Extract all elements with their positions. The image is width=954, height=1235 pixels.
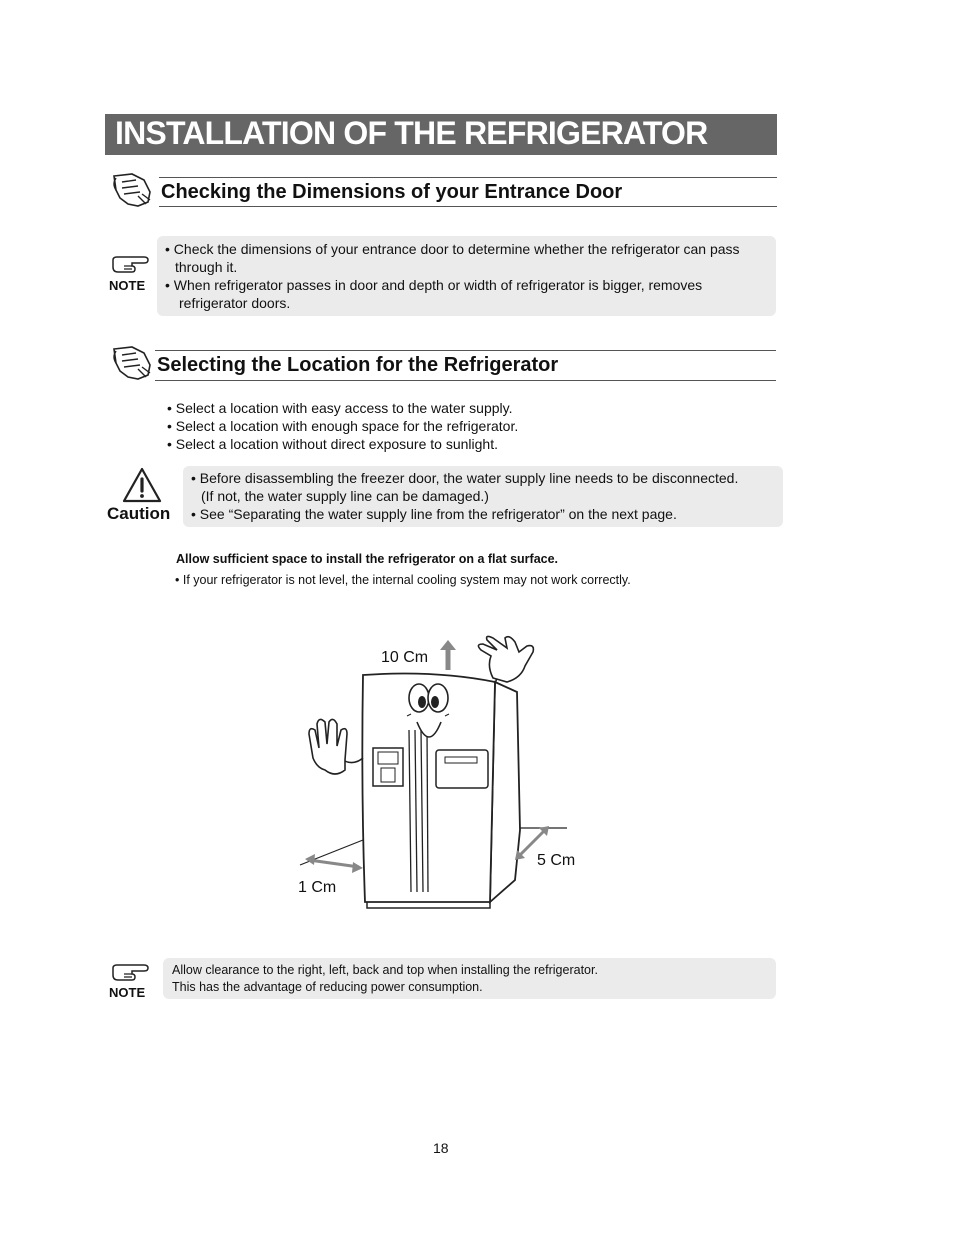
hand-checklist-icon [108,343,154,383]
list-item: • Select a location without direct exposure to sunlight. [167,436,498,452]
page-title-bar [105,114,777,155]
section-heading-entrance-door [159,177,777,207]
page-title: INSTALLATION OF THE REFRIGERATOR [115,115,708,151]
section-heading-text: Checking the Dimensions of your Entrance Door [161,181,623,203]
caution-label: Caution [107,504,171,523]
pointing-hand-icon [110,962,150,984]
flat-surface-heading: Allow sufficient space to install the refrigerator on a flat surface. [176,552,559,566]
section-heading-location [155,350,776,381]
caution-box [183,466,783,527]
caution-line: • Before disassembling the freezer door, the water supply line needs to be disconnected. [191,470,739,486]
back-clearance-label: 5 Cm [537,852,576,869]
note-label: NOTE [109,278,146,293]
location-bullet-list [167,399,767,453]
note-line: through it. [175,259,238,275]
note-line: • Check the dimensions of your entrance door to determine whether the refrigerator can pass [165,241,740,257]
note-line: Allow clearance to the right, left, back and top when installing the refrigerator. [172,963,598,977]
list-item: • Select a location with enough space for the refrigerator. [167,418,519,434]
flat-surface-note: • If your refrigerator is not level, the internal cooling system may not work correctly. [175,573,631,587]
page-number: 18 [433,1140,449,1156]
note-line: This has the advantage of reducing power consumption. [172,979,483,994]
pointing-hand-icon [110,254,150,276]
note-line: • When refrigerator passes in door and depth or width of refrigerator is bigger, removes [165,277,703,293]
note-label: NOTE [109,985,146,1000]
caution-line: • See “Separating the water supply line from the refrigerator” on the next page. [191,506,677,522]
note-line: refrigerator doors. [179,295,291,311]
caution-line: (If not, the water supply line can be damaged.) [201,488,489,504]
caution-triangle-icon [121,466,163,504]
note-box-clearance [163,958,776,999]
section-heading-text: Selecting the Location for the Refrigerator [157,354,559,376]
list-item: • Select a location with easy access to the water supply. [167,400,513,416]
side-clearance-label: 1 Cm [298,879,337,896]
hand-checklist-icon [108,170,154,210]
note-box-entrance-door [157,236,776,316]
top-clearance-label: 10 Cm [381,649,429,666]
